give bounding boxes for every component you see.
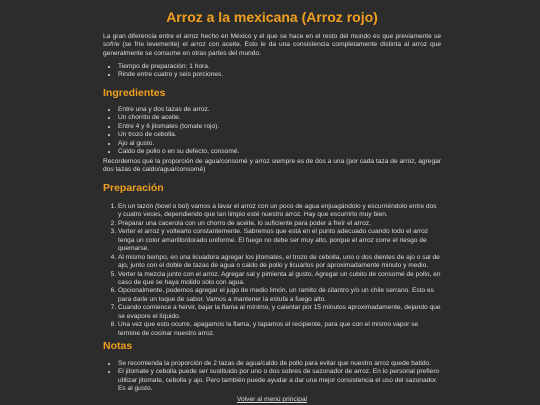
preparation-step: 1. En un tazón (bowl o bol) vamos a lavar el arroz con un poco de agua enjuagándolo y escurriéndolo entre dos y cuatro veces, dependiendo que tan limpio esté nuestro arroz. Hay que escurrirlo muy bien. [118,203,441,220]
note-item: • Se recomienda la proporción de 2 tazas de agua/caldo de pollo para evitar que nuestro arroz quede batido. [118,360,441,368]
ingredient-item: • Entre una y dos tazas de arroz. [118,106,441,114]
preparation-step: 3. Verter el arroz y voltearlo constantemente. Sabremos que está en el punto adecuado cuando todo el arroz tenga un color amarillo/dorado uniforme. El fuego no debe ser muy alto, porque el arroz corre el riesgo de quemarse. [118,228,441,253]
note-item: • El jitomate y cebolla puede ser sustituido por uno o dos sobres de sazonador de arroz. En lo personal prefiero utilizar jitomate, cebolla y ajo. Pero también puede ayudar a dar una mejor consistencia el uso del sazonador. Es al gusto. [118,368,441,393]
meta-item-servings: • Rinde entre cuatro y seis porciones. [118,71,441,79]
ingredient-item: • Un chorrito de aceite. [118,114,441,122]
notes-heading: Notas [103,340,133,352]
preparation-step: 2. Preparar una cacerola con un chorro de aceite, lo suficiente para poder a freír el arroz. [118,220,441,228]
intro-text-start: La gran diferencia entre el arroz hecho en México y el que se hace en el resto del mundo es que previamente se [103,33,441,40]
preparation-step: 8. Una vez que esto ocurre, apagamos la flama, y tapamos el recipiente, para que con el mismo vapor se termine de cocinar nuestro arroz. [118,321,441,338]
ingredients-list [103,106,441,157]
notes-heading-section [103,339,441,353]
preparation-step: 4. Al mismo tiempo, en una licuadora agregar los jitomates, el trozo de cebolla, uno o dos dientes de ajo o sal de ajo, junto con el doble de tazas de agua o caldo de pollo y licuarlos por aproximadamente minuto y medio. [118,254,441,271]
meta-item-prep-time: • Tiempo de preparación: 1 hora. [118,63,441,71]
recipe-content [103,0,441,403]
intro-emphasis: sofríe [103,41,120,49]
meta-section [103,63,441,80]
ingredient-item: • Caldo de pollo o en su defecto, consomé. [118,148,441,156]
ingredient-item: • Ajo al gusto. [118,140,441,148]
ingredients-section [103,86,441,100]
back-to-menu-link[interactable]: Volver al menú principal [236,396,307,403]
notes-list [103,360,441,394]
meta-list [103,63,441,80]
preparation-step: 6. Opcionalmente, podemos agregar el jugo de medio limón, un ramito de cilantro y/o un chile serrano. Esto es para darle un toque de sabor. Vamos a mantener la estufa a fuego alto. [118,287,441,304]
intro-text-end: (se fríe levemente) el arroz con aceite. Esto le da una consistencia completamente distinta al arroz que generalmente se consume en otras partes del mundo. [103,41,441,57]
ingredients-note-section [103,158,441,175]
preparation-section [103,203,441,338]
preparation-step: 7. Cuando comience a hervir, bajar la flama al mínimo, y calentar por 15 minutos aproximadamente, dejando que se evapore el líquido. [118,304,441,321]
ingredient-item: • Entre 4 y 6 jitomates (tomate rojo). [118,123,441,131]
ingredients-heading: Ingredientes [103,87,166,99]
page-title: Arroz a la mexicana (Arroz rojo) [166,9,378,25]
preparation-heading-section [103,181,441,195]
ingredient-item: • Un trozo de cebolla. [118,131,441,139]
ingredients-list-section [103,106,441,157]
preparation-step: 5. Verter la mezcla junto con el arroz. Agregar sal y pimienta al gusto. Agregar un cubito de consomé de pollo, en caso de que se haya molido solo con agua. [118,271,441,288]
ingredients-note: Recordemos que la proporción de agua/consomé y arroz siempre es de dos a una (por cada taza de arroz, agregar dos tazas de caldo/agua/consomé) [103,158,441,174]
preparation-heading: Preparación [103,182,164,194]
intro-paragraph [103,33,441,58]
notes-section [103,360,441,394]
intro-section [103,33,441,58]
preparation-steps [103,203,441,338]
